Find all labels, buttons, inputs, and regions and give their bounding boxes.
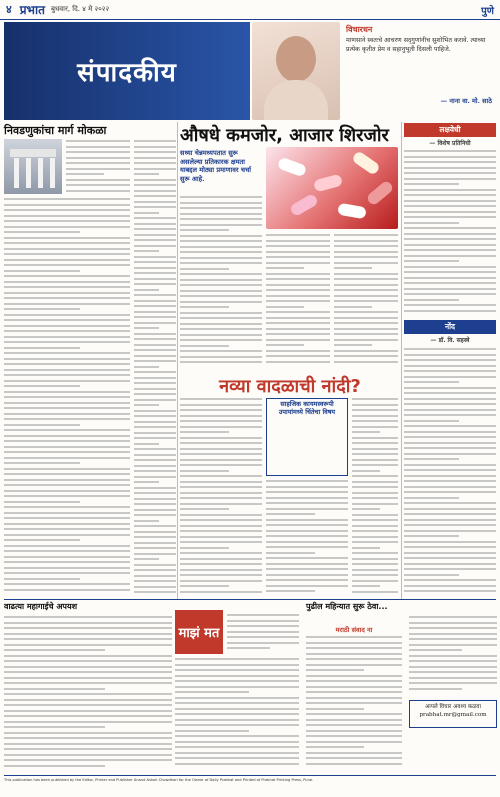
bottom-body-text-e	[409, 616, 497, 698]
lead-headline: निवडणुकांचा मार्ग मोकळा	[4, 124, 107, 137]
second-body-text-a	[180, 398, 262, 598]
second-intro: साहजिक कायमस्वरूपी उपायांमध्ये चिंतेचा विषय	[278, 400, 336, 417]
main-body-text-a	[180, 196, 262, 368]
thought-label: विचारधन	[346, 25, 373, 34]
bottom-body-text-a	[4, 616, 172, 772]
bottom-body-text-c	[227, 614, 299, 656]
main-body-text-b	[266, 234, 330, 368]
court-photo	[4, 139, 62, 194]
editorial-banner-title: संपादकीय	[77, 58, 177, 88]
lead-body-text-b	[4, 198, 130, 598]
imprint-line: This publication has been published by the Editor, Printer and Publisher Anand Ashok Chowdhari for the Owner of Daily Prabhat and Printed at Prabhat Printing Press, Pune.	[4, 775, 496, 783]
page-number: ४	[6, 3, 12, 16]
bottom-head-2: पुढील महिन्यात सुरू ठेवा...	[306, 602, 388, 611]
city-label: पुणे	[481, 5, 494, 17]
right-column-sub-1: — विशेष प्रतिनिधी	[429, 140, 471, 147]
right-column-head-1: लक्षवेधी	[404, 123, 496, 137]
second-body-text-b	[352, 398, 398, 598]
right-body-text-a	[404, 150, 496, 316]
main-headline: औषधे कमजोर, आजार शिरजोर	[180, 125, 389, 146]
thought-text: माणसाने स्वतःचे आचरण सद्‌गुणांनीच सुशोभित करावे. त्याच्या प्रत्येक कृतीत प्रेम व सहानुभूती दिसली पाहिजे.	[346, 37, 486, 54]
lead-body-text-a	[66, 140, 130, 196]
bottom-subhead: मराठी संवाद ना	[335, 626, 373, 634]
thought-author: — नाना वा. मो. साठे	[440, 97, 492, 105]
thought-box	[252, 22, 496, 120]
pills-image	[266, 147, 398, 229]
second-body-text-c	[266, 480, 348, 598]
bottom-head-1: वाढत्या महागाईचे अपयश	[4, 602, 78, 611]
right-column-head-2: नोंद	[404, 320, 496, 334]
main-body-text-c	[334, 234, 398, 368]
dateline: बुधवार, दि. ४ मे २०२२	[50, 5, 110, 13]
bottom-body-text-d	[306, 636, 402, 772]
lead-body-text-c	[134, 140, 176, 598]
portrait-image	[252, 22, 340, 120]
main-intro: सध्या चेन्नमध्यपतात सुरू असलेल्या प्रतिकारक क्षमता याबद्दल मोठ्या प्रमाणावर चर्चा सुरू आहे.	[180, 149, 251, 183]
paper-name: प्रभात	[19, 3, 45, 17]
right-column-sub-2: — डॉ. वि. सहस्त्रे	[430, 337, 470, 344]
promo-box: आपले विचार अवश्य कळवा prabhat.mr@gmail.com	[409, 700, 497, 728]
second-headline: नव्या वादळाची नांदी?	[219, 376, 361, 397]
right-body-text-b	[404, 348, 496, 598]
bottom-body-text-b	[175, 658, 299, 772]
editorial-banner	[4, 22, 250, 120]
majha-mat-logo: माझं मत	[175, 610, 223, 654]
masthead	[0, 0, 500, 20]
